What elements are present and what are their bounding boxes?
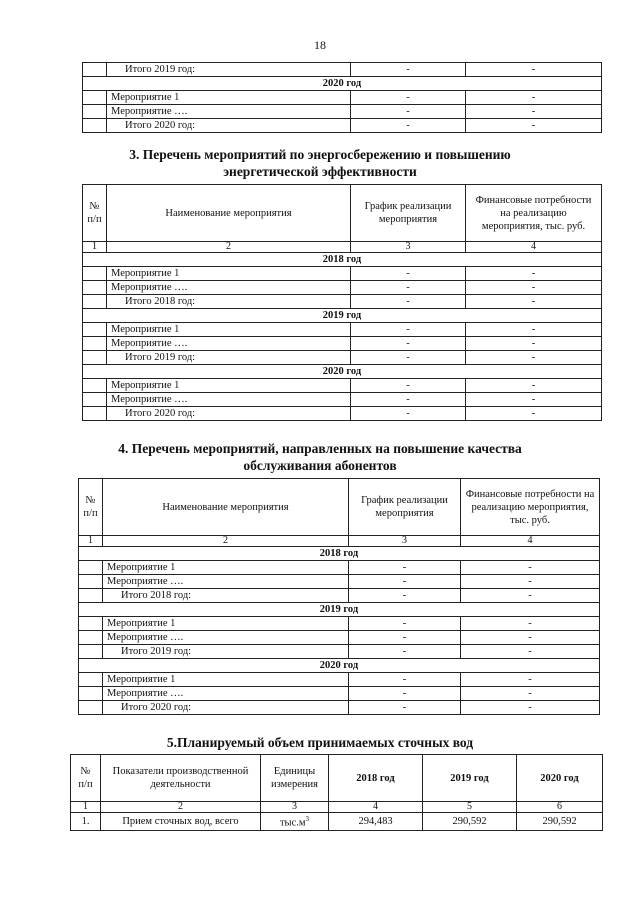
row-num-cell <box>83 91 107 105</box>
finance-cell: - <box>466 337 602 351</box>
event-name-cell: Мероприятие 1 <box>107 379 351 393</box>
year-row <box>79 547 600 561</box>
finance-cell: - <box>466 407 602 421</box>
table-row <box>79 673 600 687</box>
header-row <box>83 185 602 242</box>
table-row <box>79 589 600 603</box>
finance-cell: - <box>466 91 602 105</box>
year-label: 2019 год <box>83 309 602 323</box>
event-name-cell: Мероприятие …. <box>107 281 351 295</box>
table-row <box>79 631 600 645</box>
section-3-table <box>82 184 602 421</box>
header-schedule: График реализации мероприятия <box>349 479 461 536</box>
event-name-cell: Мероприятие …. <box>107 105 351 119</box>
table-row <box>79 561 600 575</box>
event-name-cell: Итого 2020 год: <box>107 119 351 133</box>
header-indicator: Показатели производственной деятельности <box>101 755 261 802</box>
unit-cell: $тыс.м^3$ <box>261 813 329 831</box>
header-2019: 2019 год <box>423 755 517 802</box>
column-number: 1 <box>83 242 107 253</box>
column-number: 2 <box>103 536 349 547</box>
event-name-cell: Мероприятие 1 <box>107 91 351 105</box>
table-row <box>83 393 602 407</box>
event-name-cell: Итого 2020 год: <box>107 407 351 421</box>
finance-cell: - <box>461 575 600 589</box>
table-row <box>83 63 602 77</box>
continuation-table <box>82 62 602 133</box>
schedule-cell: - <box>351 337 466 351</box>
finance-cell: - <box>466 379 602 393</box>
section-5-title: 5.Планируемый объем принимаемых сточных вод <box>166 735 474 750</box>
header-row <box>79 479 600 536</box>
table-row: 1. Прием сточных вод, всего $тыс.м^3$ 294,483 290,592 290,592 <box>71 813 603 831</box>
year-label: 2018 год <box>79 547 600 561</box>
header-schedule: График реализации мероприятия <box>351 185 466 242</box>
row-num-cell <box>83 323 107 337</box>
table-row <box>83 267 602 281</box>
event-name-cell: Мероприятие …. <box>103 575 349 589</box>
section-4-table <box>78 478 600 715</box>
finance-cell: - <box>466 281 602 295</box>
schedule-cell: - <box>349 617 461 631</box>
header-num: № п/п <box>79 479 103 536</box>
schedule-cell: - <box>349 673 461 687</box>
table-row <box>83 105 602 119</box>
finance-cell: - <box>466 393 602 407</box>
section-4-title: 4. Перечень мероприятий, направленных на повышение качества обслуживания абонентов <box>118 441 522 473</box>
finance-cell: - <box>461 589 600 603</box>
row-num-cell <box>79 631 103 645</box>
year-row <box>79 659 600 673</box>
row-num-cell <box>83 337 107 351</box>
finance-cell: - <box>466 323 602 337</box>
year-label: 2020 год <box>83 365 602 379</box>
event-name-cell: Мероприятие 1 <box>103 673 349 687</box>
header-2020: 2020 год <box>517 755 603 802</box>
section-5-table <box>70 754 603 831</box>
event-name-cell: Итого 2019 год: <box>107 351 351 365</box>
finance-cell: - <box>461 631 600 645</box>
row-num-cell <box>79 701 103 715</box>
header-2018: 2018 год <box>329 755 423 802</box>
header-name: Наименование мероприятия <box>107 185 351 242</box>
schedule-cell: - <box>349 701 461 715</box>
table-row <box>79 617 600 631</box>
year-label: 2020 год <box>83 77 602 91</box>
finance-cell: - <box>461 673 600 687</box>
event-name-cell: Мероприятие 1 <box>107 323 351 337</box>
year-row <box>79 603 600 617</box>
table-row <box>83 323 602 337</box>
finance-cell: - <box>466 351 602 365</box>
column-number: 3 <box>351 242 466 253</box>
table-row <box>83 351 602 365</box>
schedule-cell: - <box>351 351 466 365</box>
table-row <box>79 687 600 701</box>
event-name-cell: Итого 2018 год: <box>103 589 349 603</box>
schedule-cell: - <box>351 393 466 407</box>
schedule-cell: - <box>351 323 466 337</box>
row-num-cell <box>79 617 103 631</box>
finance-cell: - <box>461 561 600 575</box>
event-name-cell: Итого 2018 год: <box>107 295 351 309</box>
schedule-cell: - <box>351 267 466 281</box>
row-num-cell <box>79 561 103 575</box>
event-name-cell: Итого 2019 год: <box>107 63 351 77</box>
finance-cell: - <box>461 645 600 659</box>
row-num-cell <box>79 589 103 603</box>
event-name-cell: Мероприятие …. <box>107 393 351 407</box>
year-row <box>83 253 602 267</box>
table-row <box>79 701 600 715</box>
year-label: 2018 год <box>83 253 602 267</box>
column-number-row: 1 2 3 4 5 6 <box>71 802 603 813</box>
finance-cell: - <box>461 617 600 631</box>
header-finance: Финансовые потребности на реализацию мероприятия, тыс. руб. <box>461 479 600 536</box>
row-num-cell <box>83 63 107 77</box>
header-num: № п/п <box>83 185 107 242</box>
table-row <box>83 295 602 309</box>
schedule-cell: - <box>349 589 461 603</box>
row-num-cell <box>83 379 107 393</box>
column-number: 4 <box>466 242 602 253</box>
row-num-cell <box>79 645 103 659</box>
finance-cell: - <box>466 267 602 281</box>
finance-cell: - <box>461 687 600 701</box>
schedule-cell: - <box>349 561 461 575</box>
year-row <box>83 365 602 379</box>
schedule-cell: - <box>351 295 466 309</box>
finance-cell: - <box>466 119 602 133</box>
header-unit: Единицы измерения <box>261 755 329 802</box>
event-name-cell: Мероприятие …. <box>107 337 351 351</box>
year-label: 2020 год <box>79 659 600 673</box>
finance-cell: - <box>466 63 602 77</box>
column-number-row <box>83 242 602 253</box>
year-label: 2019 год <box>79 603 600 617</box>
section-3-title: 3. Перечень мероприятий по энергосбережению и повышению энергетической эффективности <box>129 147 511 179</box>
row-num-cell <box>83 393 107 407</box>
column-number: 2 <box>107 242 351 253</box>
event-name-cell: Мероприятие …. <box>103 631 349 645</box>
table-row <box>83 91 602 105</box>
schedule-cell: - <box>349 687 461 701</box>
row-num-cell <box>83 351 107 365</box>
table-row <box>83 119 602 133</box>
event-name-cell: Мероприятие 1 <box>103 561 349 575</box>
column-number: 1 <box>79 536 103 547</box>
schedule-cell: - <box>351 119 466 133</box>
page-number: 18 <box>314 38 326 52</box>
finance-cell: - <box>466 105 602 119</box>
table-row <box>83 281 602 295</box>
row-num-cell <box>83 119 107 133</box>
schedule-cell: - <box>351 407 466 421</box>
schedule-cell: - <box>349 631 461 645</box>
table-row <box>83 379 602 393</box>
table-row <box>83 337 602 351</box>
schedule-cell: - <box>351 105 466 119</box>
column-number: 3 <box>349 536 461 547</box>
schedule-cell: - <box>349 575 461 589</box>
year-row <box>83 77 602 91</box>
column-number-row <box>79 536 600 547</box>
year-row <box>83 309 602 323</box>
schedule-cell: - <box>351 379 466 393</box>
table-row <box>79 645 600 659</box>
row-num-cell <box>79 673 103 687</box>
schedule-cell: - <box>349 645 461 659</box>
header-name: Наименование мероприятия <box>103 479 349 536</box>
event-name-cell: Итого 2019 год: <box>103 645 349 659</box>
finance-cell: - <box>461 701 600 715</box>
row-num-cell <box>83 281 107 295</box>
event-name-cell: Итого 2020 год: <box>103 701 349 715</box>
schedule-cell: - <box>351 281 466 295</box>
row-num-cell <box>83 267 107 281</box>
event-name-cell: Мероприятие 1 <box>103 617 349 631</box>
row-num-cell <box>83 105 107 119</box>
schedule-cell: - <box>351 91 466 105</box>
row-num-cell <box>79 575 103 589</box>
event-name-cell: Мероприятие 1 <box>107 267 351 281</box>
finance-cell: - <box>466 295 602 309</box>
event-name-cell: Мероприятие …. <box>103 687 349 701</box>
row-num-cell <box>83 295 107 309</box>
table-row <box>79 575 600 589</box>
header-num: № п/п <box>71 755 101 802</box>
column-number: 4 <box>461 536 600 547</box>
row-num-cell <box>79 687 103 701</box>
table-row <box>83 407 602 421</box>
schedule-cell: - <box>351 63 466 77</box>
row-num-cell <box>83 407 107 421</box>
header-finance: Финансовые потребности на реализацию мероприятия, тыс. руб. <box>466 185 602 242</box>
